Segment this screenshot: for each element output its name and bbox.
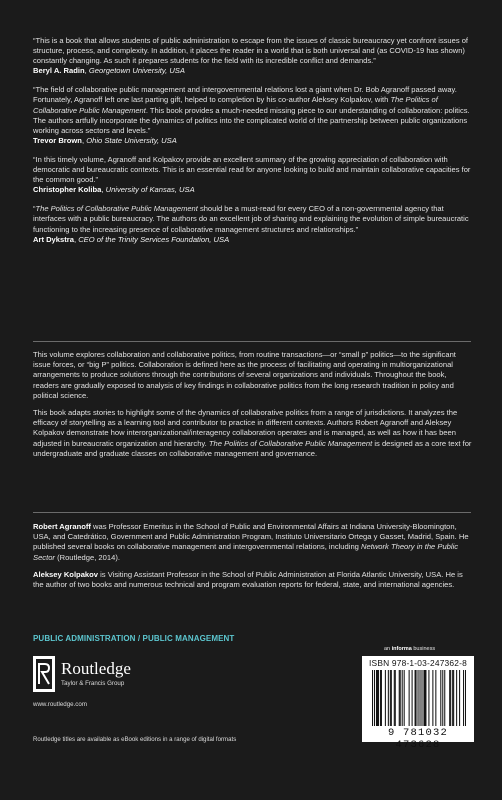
publisher-tagline: Taylor & Francis Group: [61, 680, 125, 687]
barcode-bar: [394, 670, 395, 726]
barcode-bar: [425, 670, 426, 726]
divider: [33, 512, 471, 513]
barcode-bar: [450, 670, 451, 726]
book-title: The Politics of Collaborative Public Management: [33, 95, 438, 115]
barcode-bar: [391, 670, 392, 726]
author-name: Aleksey Kolpakov: [33, 569, 98, 579]
endorsement-quote: “This is a book that allows students of public administration to escape from the issues of classic bureaucracy yet confront issues of structure, process, and complexity. In addition, it places the reader in a world that is both universal and (as COVID-19 has shown) constantly changing. As such it prepares students for the field with its incredible conflict and demands.”: [33, 36, 468, 66]
barcode-bar: [415, 670, 416, 726]
endorser-name: Art Dykstra: [33, 234, 74, 244]
barcode-bar: [404, 670, 405, 726]
barcode-bar: [376, 670, 377, 726]
routledge-mark-icon: [33, 656, 55, 692]
endorsement-quote: “The field of collaborative public management and intergovernmental relations lost a giant when Dr. Bob Agranoff passed away. Fortunately, Agranoff left one last parting gift, helped to completion by his co-author Aleksey Kolpakov, with The Politics of Collaborative Public Management. This book provides a much-needed missing piece to our understanding of collaboration: politics. The authors artfully incorporate the dynamics of politics into the complicated world of the partnership between public organizations working across sectors and levels.”: [33, 85, 470, 135]
barcode-bar: [381, 670, 382, 726]
barcode-bar: [463, 670, 464, 726]
book-title: The Politics of Collaborative Public Management: [35, 204, 198, 214]
ebook-note: Routledge titles are available as eBook editions in a range of digital formats: [33, 736, 237, 743]
publisher-website: www.routledge.com: [33, 701, 87, 708]
book-title: Network Theory in the Public Sector: [33, 542, 459, 562]
barcode-bar: [424, 670, 425, 726]
author-bios: [33, 522, 473, 597]
barcode-bar: [400, 670, 401, 726]
barcode-bar: [377, 670, 378, 726]
barcode-bar: [390, 670, 391, 726]
barcode-bar: [428, 670, 429, 726]
barcode-bar: [421, 670, 422, 726]
subject-category: PUBLIC ADMINISTRATION / PUBLIC MANAGEMENT: [33, 634, 235, 643]
barcode-bar: [412, 670, 413, 726]
barcode-bar: [378, 670, 379, 726]
barcode-bar: [385, 670, 386, 726]
endorser-affiliation: University of Kansas, USA: [105, 185, 195, 195]
endorser-affiliation: Ohio State University, USA: [86, 135, 177, 145]
barcode-bar: [435, 670, 436, 726]
barcode-bar: [459, 670, 460, 726]
isbn-barcode: [362, 656, 474, 751]
barcode-bar: [432, 670, 433, 726]
author-bio-kolpakov: Aleksey Kolpakov is Visiting Assistant Professor in the School of Public Administration at Florida Atlantic University, USA. He is the author of two books and numerous technical and program evaluation reports for federal, state, and international agencies.: [33, 569, 463, 590]
endorsement-quote: “In this timely volume, Agranoff and Kolpakov provide an excellent summary of the growing appreciation of collaboration with democratic and bureaucratic contexts. This is an essential read for anyone looking to build and maintain collaborative capacities for the common good.”: [33, 154, 471, 185]
author-bio-agranoff: Robert Agranoff was Professor Emeritus in the School of Public and Environmental Affairs at Indiana University-Bloomington, USA, and Catedrático, Government and Public Administration Program, Instituto Universitario Ortega y Gasset, Madrid, Spain. He published several books on collaborative management and intergovernmental relations, including Network Theory in the Public Sector (Routledge, 2014).: [33, 522, 469, 562]
endorser-affiliation: CEO of the Trinity Services Foundation, USA: [78, 234, 230, 244]
barcode-bar: [449, 670, 450, 726]
barcode-bar: [374, 670, 375, 726]
description-paragraph: This volume explores collaboration and collaborative politics, from routine transactions—or “small p” politics—to the significant issue forces, or “big P” politics. Collaboration is defined here as the process of facilitating and operating in multiorganizational arrangements to produce solutions through the contributions of several organizations and individuals. Throughout the book, readers are gradually exposed to analysis of key findings in collaborative politics from the long research tradition in policy and political science.: [33, 350, 456, 400]
barcode-bar: [456, 670, 457, 726]
barcode-bar: [395, 670, 396, 726]
barcode-digits: 9 781032 473628: [387, 727, 448, 751]
barcode-bar: [440, 670, 441, 726]
barcode-bar: [416, 670, 417, 726]
publisher-name: Routledge: [61, 659, 131, 678]
author-name: Robert Agranoff: [33, 522, 91, 531]
barcode-bar: [409, 670, 410, 726]
barcode-bar: [399, 670, 400, 726]
endorsements: [33, 36, 473, 254]
isbn-label: ISBN 978-1-03-247362-8: [369, 658, 467, 668]
barcode-bar: [423, 670, 424, 726]
book-title: The Politics of Collaborative Public Management: [208, 438, 373, 448]
endorsement-brown: “The field of collaborative public management and intergovernmental relations lost a giant when Dr. Bob Agranoff passed away. Fortunately, Agranoff left one last parting gift, helped to completion by his co-author Aleksey Kolpakov, with The Politics of Collaborative Public Management. This book provides a much-needed missing piece to our understanding of collaboration: politics. The authors artfully incorporate the dynamics of politics into the complicated world of the partnership between public organizations working across sectors and levels.” Trevor Brown, Ohio State University, USA: [33, 85, 473, 146]
barcode-bar: [419, 670, 420, 726]
endorsement-quote: “The Politics of Collaborative Public Management should be a must-read for every CEO of a non-governmental agency that interfaces with a public bureaucracy. The authors do an excellent job of sharing and explaining the evolution of simple bureaucratic functioning to the increasing presence of collaborative management structures and relationships.”: [33, 204, 469, 234]
barcode-bar: [388, 670, 389, 726]
barcode-bar: [402, 670, 403, 726]
book-description: [33, 350, 473, 466]
barcode-bars: [372, 670, 466, 726]
endorser-affiliation: Georgetown University, USA: [88, 66, 185, 76]
barcode-bar: [452, 670, 453, 726]
endorser-name: Trevor Brown: [33, 135, 82, 145]
barcode-bar: [372, 670, 373, 726]
barcode-bar: [465, 670, 466, 726]
endorser-name: Christopher Koliba: [33, 185, 102, 195]
endorser-name: Beryl A. Radin: [33, 66, 85, 76]
informa-note: an informa business: [384, 646, 436, 652]
barcode-bar: [418, 670, 419, 726]
endorsement-radin: “This is a book that allows students of public administration to escape from the issues of classic bureaucracy yet confront issues of structure, process, and complexity. In addition, it places the reader in a world that is both universal and (as COVID-19 has shown) constantly changing. As such it prepares students for the field with its incredible conflict and demands.” Beryl A. Radin, Georgetown University, USA: [33, 36, 473, 76]
endorsement-koliba: “In this timely volume, Agranoff and Kolpakov provide an excellent summary of the growing appreciation of collaboration with democratic and bureaucratic contexts. This is an essential read for anyone looking to build and maintain collaborative capacities for the common good.” Christopher Koliba, University of Kansas, USA: [33, 155, 473, 195]
description-paragraph: This book adapts stories to highlight some of the dynamics of collaborative politics from a range of jurisdictions. It analyzes the efficacy of storytelling as a learning tool and contributor to practice in different contexts. Authors Robert Agranoff and Aleksey Kolpakov demonstrate how interorganizational/interagency collaboration operates and is managed, as well as how it has been adjusted in bureaucratic organization and hierarchy. The Politics of Collaborative Public Management is designed as a core text for undergraduate and graduate classes on collaborative management and governance.: [33, 408, 472, 458]
endorsement-dykstra: “The Politics of Collaborative Public Management should be a must-read for every CEO of a non-governmental agency that interfaces with a public bureaucracy. The authors do an excellent job of sharing and explaining the evolution of simple bureaucratic functioning to the increasing presence of collaborative management structures and relationships.” Art Dykstra, CEO of the Trinity Services Foundation, USA: [33, 204, 473, 244]
barcode-bar: [442, 670, 443, 726]
barcode-bar: [380, 670, 381, 726]
barcode-bar: [444, 670, 445, 726]
barcode-bar: [453, 670, 454, 726]
divider: [33, 341, 471, 342]
